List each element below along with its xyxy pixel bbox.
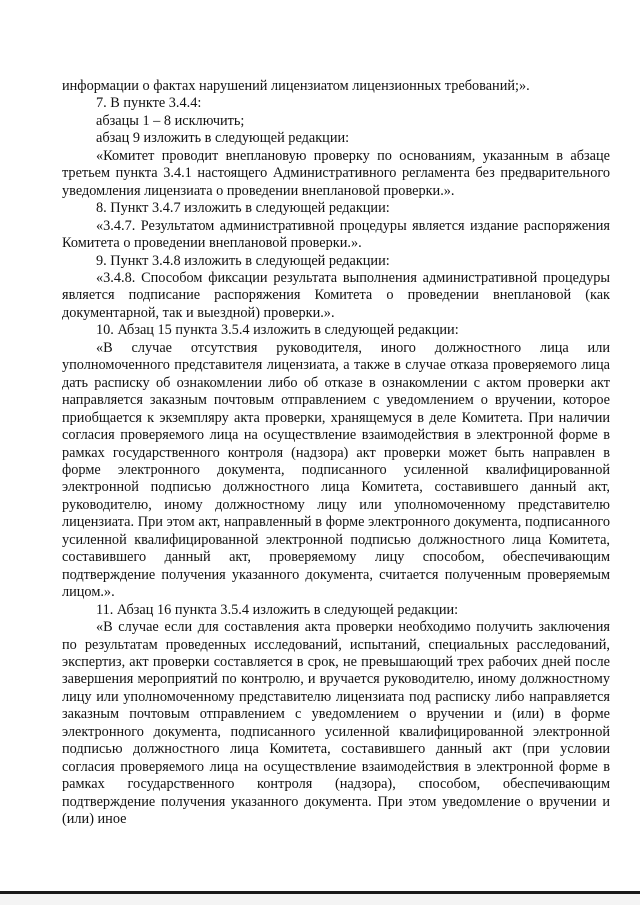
paragraph-item-8-quote: «3.4.7. Результатом административной процедуры является издание распоряжения Комитета о проведении внеплановой проверки.». xyxy=(62,217,610,252)
paragraph-item-7-quote: «Комитет проводит внеплановую проверку по основаниям, указанным в абзаце третьем пункта 3.4.1 настоящего Административного регламента без предварительного уведомления лицензиата о проведении внеплановой проверки.». xyxy=(62,147,610,199)
paragraph-continuation: информации о фактах нарушений лицензиатом лицензионных требований;». xyxy=(62,78,530,94)
paragraph-item-7-abzac-9: абзац 9 изложить в следующей редакции: xyxy=(96,130,350,147)
paragraph-item-9: 9. Пункт 3.4.8 изложить в следующей редакции: xyxy=(96,252,390,269)
paragraph-item-10-quote: «В случае отсутствия руководителя, иного должностного лица или уполномоченного представителя лицензиата, а также в случае отказа проверяемого лица дать расписку об ознакомлении либо об отказе в ознакомлении с актом проверки акт направляется заказным почтовым отправлением с уведомлением о вручении, которое приобщается к экземпляру акта проверки, хранящемуся в деле Комитета. При наличии согласия проверяемого лица на осуществление взаимодействия в электронной форме в рамках государственного контроля (надзора) акт проверки может быть направлен в форме электронного документа, подписанного усиленной квалифицированной электронной подписью должностного лица Комитета, составившего данный акт, руководителю, иному должностному лицу или уполномоченному представителю лицензиата. При этом акт, направленный в форме электронного документа, подписанного усиленной квалифицированной электронной подписью должностного лица Комитета, составившего данный акт, проверяемому лицу способом, обеспечивающим подтверждение получения указанного документа, считается полученным проверяемым лицом.». xyxy=(62,339,610,601)
paragraph-item-10: 10. Абзац 15 пункта 3.5.4 изложить в следующей редакции: xyxy=(96,322,459,339)
paragraph-item-11-quote: «В случае если для составления акта проверки необходимо получить заключения по результатам проведенных исследований, испытаний, специальных расследований, экспертиз, акт проверки составляется в срок, не превышающий трех рабочих дней после завершения мероприятий по контролю, и вручается руководителю, иному должностному лицу или уполномоченному представителю лицензиата под расписку либо направляется заказным почтовым отправлением с уведомлением о вручении и (или) в форме электронного документа, подписанного усиленной квалифицированной электронной подписью должностного лица Комитета, составившего данный акт (при условии согласия проверяемого лица на осуществление взаимодействия в электронной форме в рамках государственного контроля (надзора), способом, обеспечивающим подтверждение получения указанного документа. При этом уведомление о вручении и (или) иное xyxy=(62,619,610,828)
document-body xyxy=(62,78,610,828)
paragraph-item-9-quote: «3.4.8. Способом фиксации результата выполнения административной процедуры является подписание распоряжения Комитета о проведении внеплановой (как документарной, так и выездной) проверки.». xyxy=(62,269,610,321)
scan-bottom-margin xyxy=(0,894,640,905)
paragraph-item-7-exclude: абзацы 1 – 8 исключить; xyxy=(96,112,245,129)
paragraph-item-11: 11. Абзац 16 пункта 3.5.4 изложить в следующей редакции: xyxy=(96,601,459,618)
paragraph-item-7: 7. В пункте 3.4.4: xyxy=(96,95,202,112)
paragraph-item-8: 8. Пункт 3.4.7 изложить в следующей редакции: xyxy=(96,200,390,217)
